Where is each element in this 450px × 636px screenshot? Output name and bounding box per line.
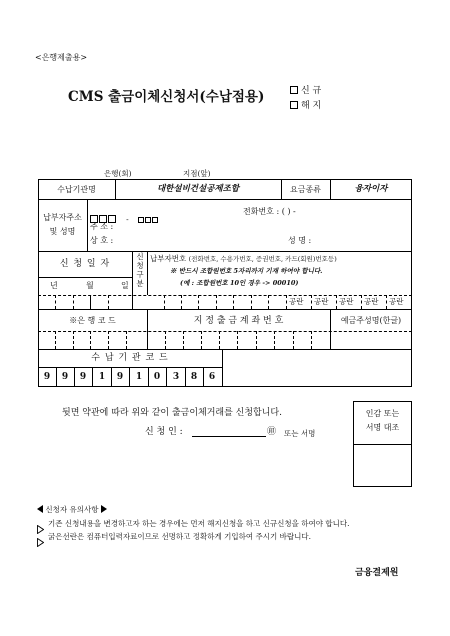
postal-code-boxes[interactable]: - [90, 207, 159, 226]
apply-type-label: 신청구분 [136, 252, 144, 288]
member-number-example: (예 : 조합원번호 10인 경우 -> 00010) [180, 279, 299, 287]
blank-cell-1: 공란 [289, 297, 304, 306]
recv-code-digit: 9 [61, 372, 69, 382]
fee-type-label: 요금종류 [290, 185, 321, 194]
recv-code-digit: 0 [153, 372, 161, 382]
bank-submission-label: <은행제출용> [35, 53, 88, 62]
note-bullet-icon [37, 532, 44, 551]
recv-code-digit: 3 [172, 372, 180, 382]
recv-code-digit: 6 [208, 372, 216, 382]
issuer-label: 금융결제원 [355, 568, 399, 578]
recv-code-digit: 1 [98, 372, 106, 382]
recv-code-digit: 9 [116, 372, 124, 382]
checkbox-cancel[interactable] [290, 101, 298, 109]
day-label: 일 [121, 281, 129, 290]
recv-code-digit: 9 [79, 372, 87, 382]
branch-label: 지점(앞) [183, 169, 211, 178]
applicant-signature-line[interactable] [192, 436, 266, 437]
apply-date-label: 신 청 일 자 [59, 259, 111, 269]
member-number-note: ※ 반드시 조합원번호 5자리까지 기재 하여야 합니다. [170, 267, 323, 275]
blank-cell-3: 공란 [339, 297, 354, 306]
note-text-2: 굵은선란은 컴퓨터입력자료이므로 선명하고 정확하게 기입하여 주시기 바랍니다. [48, 532, 312, 541]
receiving-org-code-label: 수 납 기 관 코 드 [91, 353, 169, 363]
option-new[interactable]: 신 규 [290, 86, 321, 96]
applicant-label: 신 청 인 : [145, 427, 183, 437]
year-label: 년 [50, 281, 58, 290]
seal-box-line2: 서명 대조 [365, 423, 400, 432]
checkbox-new[interactable] [290, 86, 298, 94]
bank-code-label: ※은 행 코 드 [69, 316, 116, 325]
seal-mark: ㊞ [267, 427, 277, 437]
payer-address-label: 납부자주소 [43, 213, 82, 222]
bank-label: 은행(회) [104, 169, 132, 178]
blank-cell-2: 공란 [314, 297, 329, 306]
phone-field[interactable]: 전화번호 : ( ) - [243, 207, 296, 216]
org-name-label: 수납기관명 [57, 185, 96, 194]
option-cancel[interactable]: 해 지 [290, 101, 321, 111]
agreement-text: 뒷면 약관에 따라 위와 같이 출금이체거래를 신청합니다. [62, 408, 282, 418]
note-text-1: 기존 신청내용을 변경하고자 하는 경우에는 먼저 해지신청을 하고 신규신청을 하여야 합니다. [48, 519, 350, 528]
fee-type-value: 융자이자 [354, 184, 388, 194]
notes-title: 신청자 유의사항 [37, 505, 107, 514]
payer-name-label: 및 성명 [49, 227, 76, 236]
recv-code-digit: 8 [190, 372, 198, 382]
org-name-value: 대한설비건설공제조합 [156, 184, 240, 194]
account-number-label: 지 정 출 금 계 좌 번 호 [193, 316, 284, 326]
name-field[interactable]: 성 명 : [288, 236, 312, 245]
right-triangle-icon [101, 505, 107, 513]
account-holder-label: 예금주성명(한글) [340, 316, 402, 325]
blank-cell-5: 공란 [389, 297, 404, 306]
blank-cell-4: 공란 [364, 297, 379, 306]
firm-field[interactable]: 상 호 : [90, 236, 114, 245]
payer-number-label: 납부자번호 (전화번호, 수용가번호, 증권번호, 카드(회원)번호등) [150, 254, 337, 263]
form-title: CMS 출금이체신청서(수납점용) [68, 89, 265, 105]
recv-code-digit: 1 [135, 372, 143, 382]
seal-box-line1: 인감 또는 [365, 409, 400, 418]
or-sign-label: 또는 서명 [284, 429, 316, 438]
left-triangle-icon [37, 505, 43, 513]
month-label: 월 [86, 281, 94, 290]
address-field[interactable]: 주 소 : [90, 222, 114, 231]
recv-code-digit: 9 [43, 372, 51, 382]
